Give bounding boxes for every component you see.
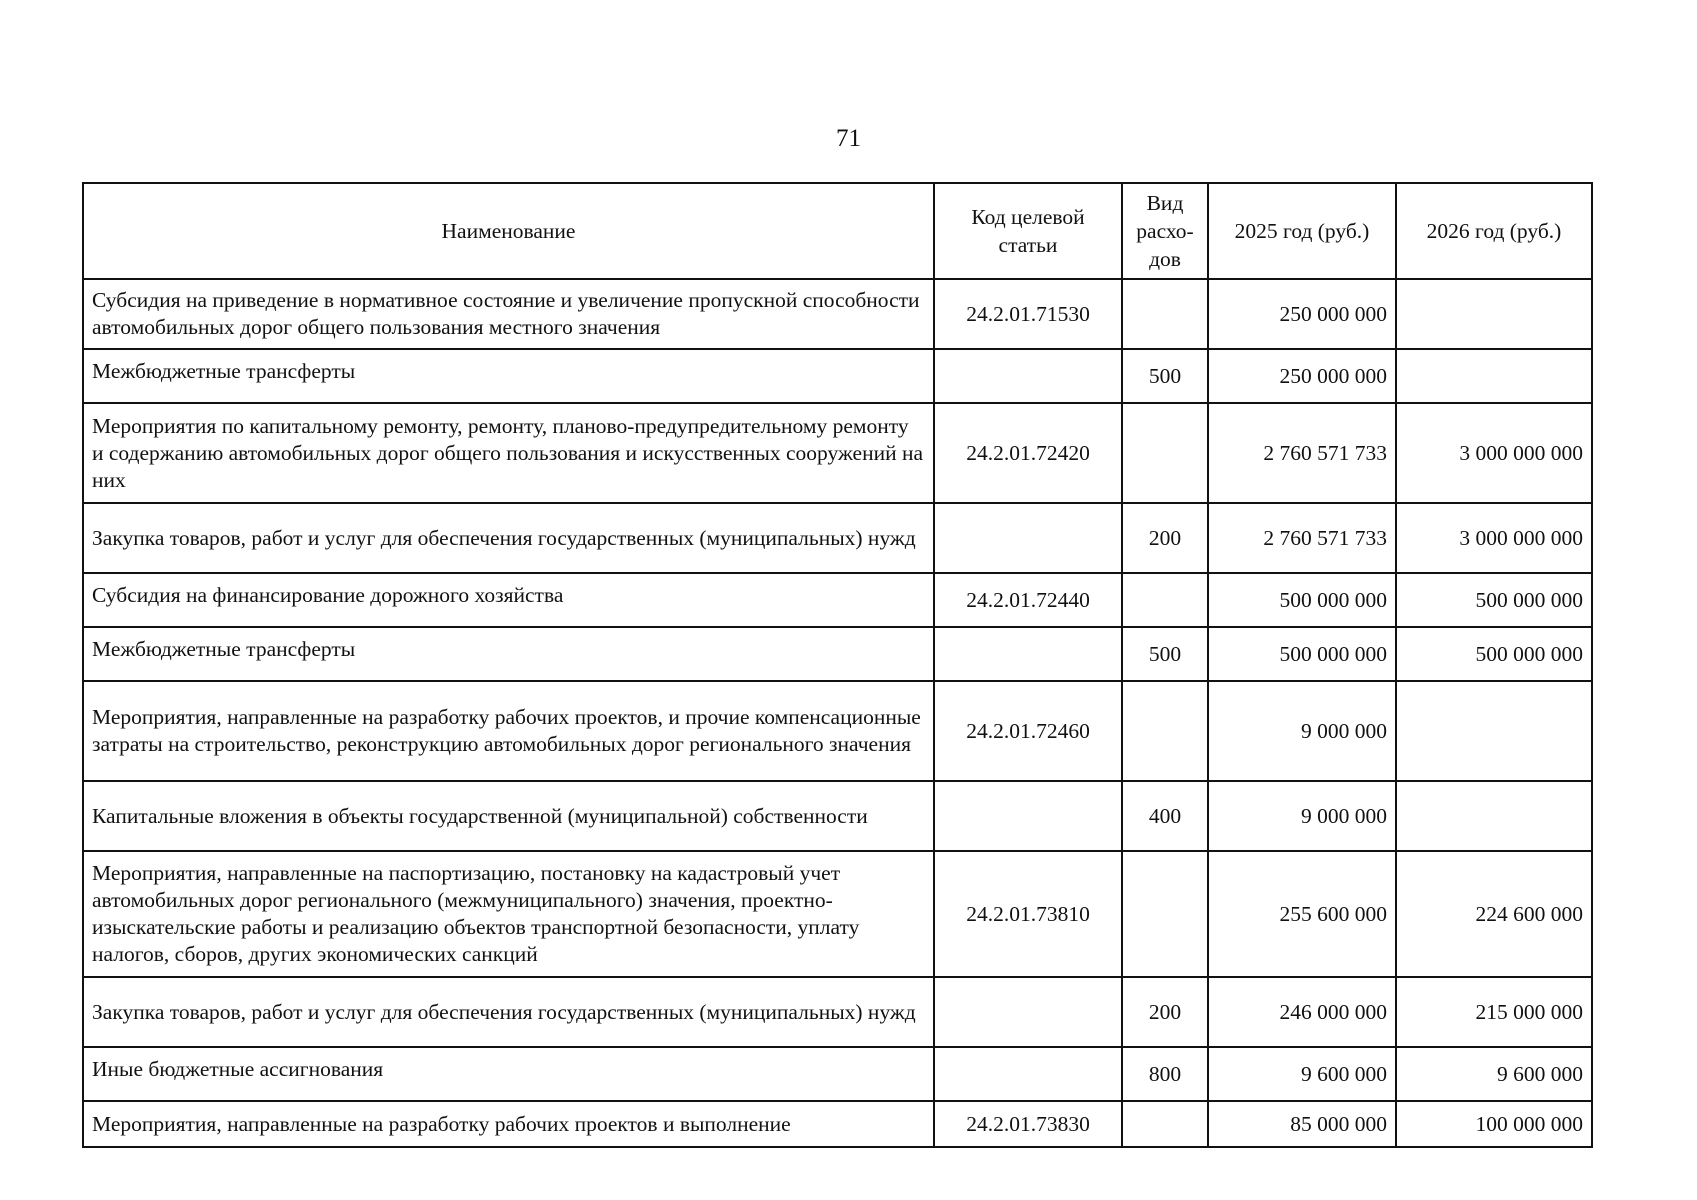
table-row <box>83 1047 1592 1101</box>
row-year-2025: 255 600 000 <box>1208 851 1396 977</box>
row-year-2025: 500 000 000 <box>1208 627 1396 681</box>
row-year-2026: 224 600 000 <box>1396 851 1592 977</box>
row-name: Мероприятия по капитальному ремонту, ремонту, планово-предупредительному ремонту и содержанию автомобильных дорог общего пользования и искусственных сооружений на них <box>83 403 934 503</box>
row-year-2026: 3 000 000 000 <box>1396 503 1592 573</box>
header-kind: Вид расхо-дов <box>1122 183 1208 279</box>
table-row <box>83 1101 1592 1147</box>
row-year-2026: 500 000 000 <box>1396 573 1592 627</box>
row-name: Мероприятия, направленные на паспортизацию, постановку на кадастровый учет автомобильных дорог регионального (межмуниципального) значения, проектно-изыскательские работы и реализацию объектов транспортной безопасности, уплату налогов, сборов, других экономических санкций <box>83 851 934 977</box>
row-kind: 800 <box>1122 1047 1208 1101</box>
row-code <box>934 627 1122 681</box>
page-number: 71 <box>836 125 861 152</box>
row-year-2025: 246 000 000 <box>1208 977 1396 1047</box>
row-year-2025: 500 000 000 <box>1208 573 1396 627</box>
table-row <box>83 349 1592 403</box>
row-kind <box>1122 403 1208 503</box>
row-year-2026: 100 000 000 <box>1396 1101 1592 1147</box>
header-row <box>83 183 1592 279</box>
header-year-2025: 2025 год (руб.) <box>1208 183 1396 279</box>
row-code <box>934 503 1122 573</box>
row-kind: 200 <box>1122 977 1208 1047</box>
header-code: Код целевой статьи <box>934 183 1122 279</box>
row-kind: 500 <box>1122 349 1208 403</box>
row-name: Закупка товаров, работ и услуг для обеспечения государственных (муниципальных) нужд <box>83 977 934 1047</box>
table-row <box>83 781 1592 851</box>
row-year-2026: 215 000 000 <box>1396 977 1592 1047</box>
row-year-2026: 500 000 000 <box>1396 627 1592 681</box>
row-code <box>934 781 1122 851</box>
row-name: Закупка товаров, работ и услуг для обеспечения государственных (муниципальных) нужд <box>83 503 934 573</box>
row-year-2025: 250 000 000 <box>1208 349 1396 403</box>
header-year-2026: 2026 год (руб.) <box>1396 183 1592 279</box>
row-name: Мероприятия, направленные на разработку рабочих проектов и выполнение <box>83 1101 934 1147</box>
row-year-2026 <box>1396 349 1592 403</box>
row-name: Межбюджетные трансферты <box>83 349 934 403</box>
row-code: 24.2.01.72440 <box>934 573 1122 627</box>
row-name: Мероприятия, направленные на разработку рабочих проектов, и прочие компенсационные затраты на строительство, реконструкцию автомобильных дорог регионального значения <box>83 681 934 781</box>
row-year-2026 <box>1396 681 1592 781</box>
row-code <box>934 349 1122 403</box>
table-row <box>83 403 1592 503</box>
row-code: 24.2.01.71530 <box>934 279 1122 349</box>
row-code: 24.2.01.72460 <box>934 681 1122 781</box>
row-name: Межбюджетные трансферты <box>83 627 934 681</box>
row-name: Иные бюджетные ассигнования <box>83 1047 934 1101</box>
row-kind: 400 <box>1122 781 1208 851</box>
row-year-2025: 9 000 000 <box>1208 781 1396 851</box>
header-name: Наименование <box>83 183 934 279</box>
row-name: Капитальные вложения в объекты государственной (муниципальной) собственности <box>83 781 934 851</box>
row-code <box>934 977 1122 1047</box>
row-kind: 200 <box>1122 503 1208 573</box>
row-kind <box>1122 279 1208 349</box>
table-row <box>83 573 1592 627</box>
row-year-2026 <box>1396 781 1592 851</box>
table-row <box>83 681 1592 781</box>
table-row <box>83 977 1592 1047</box>
row-kind <box>1122 851 1208 977</box>
row-code: 24.2.01.72420 <box>934 403 1122 503</box>
row-year-2025: 250 000 000 <box>1208 279 1396 349</box>
row-year-2025: 9 600 000 <box>1208 1047 1396 1101</box>
row-kind: 500 <box>1122 627 1208 681</box>
table-row <box>83 851 1592 977</box>
table-row <box>83 503 1592 573</box>
row-kind <box>1122 1101 1208 1147</box>
row-year-2025: 2 760 571 733 <box>1208 403 1396 503</box>
row-year-2026 <box>1396 279 1592 349</box>
row-kind <box>1122 573 1208 627</box>
row-code <box>934 1047 1122 1101</box>
row-name: Субсидия на финансирование дорожного хозяйства <box>83 573 934 627</box>
table-row <box>83 627 1592 681</box>
row-kind <box>1122 681 1208 781</box>
row-year-2025: 85 000 000 <box>1208 1101 1396 1147</box>
table-row <box>83 279 1592 349</box>
row-code: 24.2.01.73810 <box>934 851 1122 977</box>
budget-table <box>82 182 1593 1148</box>
row-name: Субсидия на приведение в нормативное состояние и увеличение пропускной способности автомобильных дорог общего пользования местного значения <box>83 279 934 349</box>
row-year-2025: 9 000 000 <box>1208 681 1396 781</box>
row-code: 24.2.01.73830 <box>934 1101 1122 1147</box>
row-year-2026: 9 600 000 <box>1396 1047 1592 1101</box>
row-year-2025: 2 760 571 733 <box>1208 503 1396 573</box>
row-year-2026: 3 000 000 000 <box>1396 403 1592 503</box>
